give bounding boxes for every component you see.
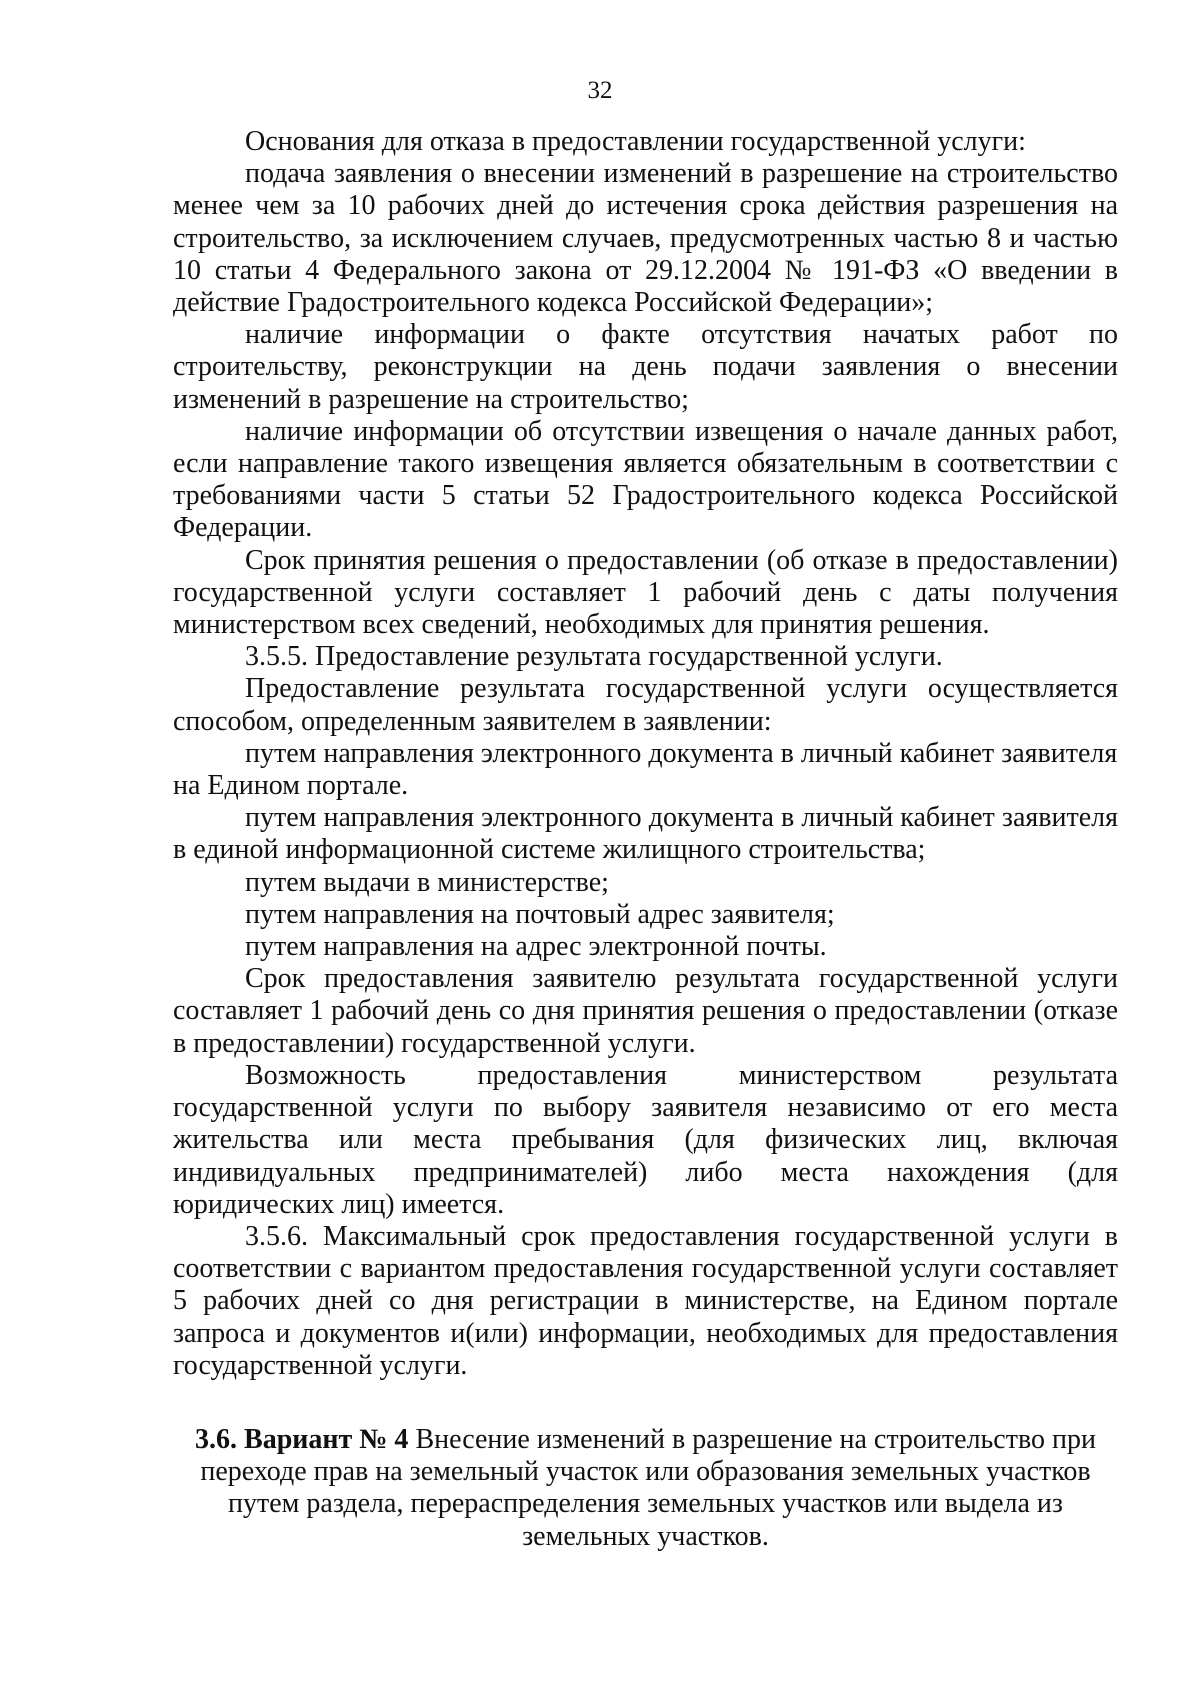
paragraph-result-term: Срок предоставления заявителю результата государственной услуги составляет 1 рабочий день со дня принятия решения о предоставлении (отказе в предоставлении) государственной услуги. bbox=[173, 963, 1118, 1059]
paragraph-method-email: путем направления на адрес электронной почты. bbox=[245, 931, 827, 963]
paragraph-method-housing-system: путем направления электронного документа в личный кабинет заявителя в единой информационной системе жилищного строительства; bbox=[173, 802, 1118, 866]
page-number: 32 bbox=[587, 77, 613, 104]
paragraph-decision-term: Срок принятия решения о предоставлении (об отказе в предоставлении) государственной услуги составляет 1 рабочий день с даты получения министерством всех сведений, необходимых для принятия решения. bbox=[173, 544, 1118, 641]
paragraph-refusal-grounds-heading: Основания для отказа в предоставлении государственной услуги: bbox=[245, 126, 1026, 157]
paragraph-refusal-ground-no-works: наличие информации о факте отсутствия начатых работ по строительству, реконструкции на день подачи заявления о внесении изменений в разрешение на строительство; bbox=[173, 319, 1118, 415]
paragraph-result-method-intro: Предоставление результата государственной услуги осуществляется способом, определенным заявителем в заявлении: bbox=[173, 673, 1118, 737]
section-title: Внесение изменений в разрешение на строительство при переходе прав на земельный участок или образования земельных участков путем раздела, перераспределения земельных участков или выдела из земельных участков. bbox=[200, 1424, 1096, 1552]
paragraph-refusal-ground-no-notice: наличие информации об отсутствии извещения о начале данных работ, если направление такого извещения является обязательным в соответствии с требованиями части 5 статьи 52 Градостроительного кодекса Российской Федерации. bbox=[173, 415, 1118, 544]
paragraph-3-5-5-heading: 3.5.5. Предоставление результата государственной услуги. bbox=[245, 641, 943, 673]
paragraph-extraterritorial: Возможность предоставления министерством результата государственной услуги по выбору заявителя независимо от его места жительства или места пребывания (для физических лиц, включая индивидуальных предпринимателей) либо места нахождения (для юридических лиц) имеется. bbox=[173, 1059, 1118, 1220]
paragraph-method-ministry: путем выдачи в министерстве; bbox=[245, 866, 609, 898]
paragraph-3-5-6-max-term: 3.5.6. Максимальный срок предоставления государственной услуги в соответствии с вариантом предоставления государственной услуги составляет 5 рабочих дней со дня регистрации в министерстве, на Едином портале запроса и документов и(или) информации, необходимых для предоставления государственной услуги. bbox=[173, 1220, 1118, 1381]
paragraph-refusal-ground-deadline: подача заявления о внесении изменений в разрешение на строительство менее чем за 10 рабочих дней до истечения срока действия разрешения на строительство, за исключением случаев, предусмотренных частью 8 и частью 10 статьи 4 Федерального закона от 29.12.2004 № 191-ФЗ «О введении в действие Градостроительного кодекса Российской Федерации»; bbox=[173, 158, 1118, 319]
body-text bbox=[173, 126, 1118, 1382]
paragraph-method-portal: путем направления электронного документа в личный кабинет заявителя на Едином портале. bbox=[173, 737, 1118, 802]
section-number-label: 3.6. Вариант № 4 bbox=[195, 1424, 409, 1455]
paragraph-method-postal: путем направления на почтовый адрес заявителя; bbox=[245, 898, 835, 930]
section-heading-3-6 bbox=[173, 1424, 1118, 1553]
